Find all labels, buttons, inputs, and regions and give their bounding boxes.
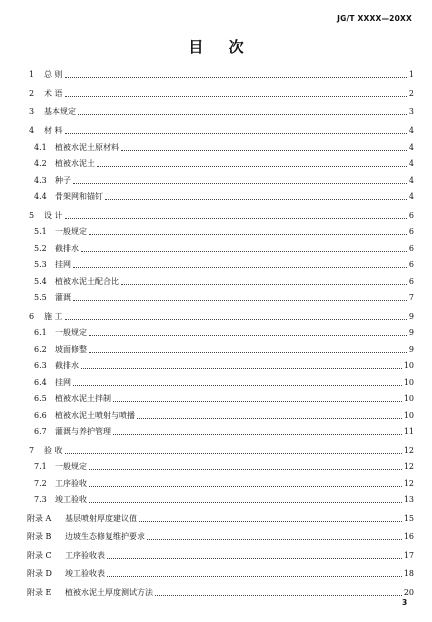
toc-entry-label: 植被水泥土 xyxy=(55,159,95,168)
toc-dot-leader xyxy=(137,418,402,419)
toc-entry-number: 附录 E xyxy=(27,587,52,597)
toc-dot-leader xyxy=(113,434,402,435)
toc-entry-number: 5.3 xyxy=(34,260,47,269)
toc-dot-leader xyxy=(89,502,402,503)
toc-entry-page: 16 xyxy=(403,532,414,541)
toc-entry-number: 5.2 xyxy=(34,243,47,253)
toc-entry-page: 10 xyxy=(403,377,414,387)
toc-entry-number: 7 xyxy=(29,445,35,455)
toc-entry-number: 附录 A xyxy=(27,513,52,523)
toc-entry-label: 工序验收表 xyxy=(65,550,105,560)
toc-entry[interactable] xyxy=(0,478,432,490)
toc-entry[interactable] xyxy=(0,426,432,438)
toc-entry-number: 6.6 xyxy=(34,410,47,420)
toc-entry[interactable] xyxy=(0,210,432,222)
toc-entry-page: 12 xyxy=(403,445,414,455)
toc-entry[interactable] xyxy=(0,393,432,405)
toc-entry-number: 2 xyxy=(29,88,35,98)
toc-entry-label: 坡面修整 xyxy=(55,344,87,354)
toc-dot-leader xyxy=(107,576,402,577)
toc-entry-label: 边坡生态修复维护要求 xyxy=(65,532,145,541)
toc-entry-label: 竣工验收表 xyxy=(65,569,105,578)
toc-entry-number: 6.3 xyxy=(34,361,47,370)
toc-entry-number: 7.2 xyxy=(34,478,47,488)
toc-entry-label: 种子 xyxy=(55,175,71,185)
toc-entry[interactable] xyxy=(0,259,432,271)
toc-entry-number: 5.1 xyxy=(34,227,47,236)
toc-dot-leader xyxy=(65,77,407,78)
toc-entry[interactable] xyxy=(0,311,432,323)
toc-entry[interactable] xyxy=(0,568,432,580)
toc-entry-page: 15 xyxy=(403,513,414,523)
toc-entry-label: 基本规定 xyxy=(44,107,76,116)
toc-entry-page: 12 xyxy=(403,462,414,471)
toc-dot-leader xyxy=(73,183,407,184)
toc-entry-number: 附录 C xyxy=(27,550,52,560)
toc-entry-page: 6 xyxy=(408,210,414,220)
toc-entry-number: 1 xyxy=(29,70,35,79)
toc-entry-number: 5.5 xyxy=(34,293,47,302)
toc-dot-leader xyxy=(89,486,402,487)
toc-entry-label: 灌溉 xyxy=(55,293,71,302)
toc-dot-leader xyxy=(65,133,407,134)
toc-dot-leader xyxy=(121,284,407,285)
toc-entry-number: 4 xyxy=(29,125,35,135)
toc-entry-page: 4 xyxy=(408,192,414,201)
toc-dot-leader xyxy=(81,251,407,252)
toc-entry-page: 10 xyxy=(403,410,414,420)
toc-entry[interactable] xyxy=(0,550,432,562)
toc-entry-number: 附录 D xyxy=(27,569,52,578)
toc-dot-leader xyxy=(113,401,402,402)
toc-entry-page: 12 xyxy=(403,478,414,488)
toc-dot-leader xyxy=(139,521,402,522)
toc-entry-number: 4.3 xyxy=(34,175,47,185)
toc-entry[interactable] xyxy=(0,191,432,203)
toc-entry[interactable] xyxy=(0,243,432,255)
toc-entry-label: 竣工验收 xyxy=(55,495,87,504)
toc-entry[interactable] xyxy=(0,461,432,473)
toc-entry-page: 6 xyxy=(408,243,414,253)
toc-entry-number: 6.5 xyxy=(34,394,47,403)
toc-entry-number: 4.1 xyxy=(34,142,47,152)
toc-entry[interactable] xyxy=(0,410,432,422)
toc-entry-page: 2 xyxy=(408,88,414,98)
toc-entry-number: 5.4 xyxy=(34,276,47,286)
toc-dot-leader xyxy=(73,267,407,268)
toc-entry-label: 植被水泥土喷射与喷播 xyxy=(55,410,135,420)
toc-entry[interactable] xyxy=(0,175,432,187)
toc-entry-page: 6 xyxy=(408,227,414,236)
toc-entry[interactable] xyxy=(0,276,432,288)
toc-dot-leader xyxy=(73,300,407,301)
toc-entry-number: 4.2 xyxy=(34,159,47,168)
toc-entry-label: 灌溉与养护管理 xyxy=(55,427,111,436)
toc-dot-leader xyxy=(78,114,407,115)
toc-entry-label: 植被水泥土原材料 xyxy=(55,142,119,152)
toc-entry[interactable] xyxy=(0,125,432,137)
page-number: 3 xyxy=(402,598,408,607)
toc-entry-page: 3 xyxy=(408,107,414,116)
toc-entry-label: 基层喷射厚度建议值 xyxy=(65,513,137,523)
toc-entry-label: 总 则 xyxy=(44,70,63,79)
toc-entry-label: 骨架网和锚钉 xyxy=(55,192,103,201)
toc-entry-page: 4 xyxy=(408,125,414,135)
toc-entry-page: 18 xyxy=(403,569,414,578)
toc-entry[interactable] xyxy=(0,377,432,389)
toc-dot-leader xyxy=(121,150,407,151)
toc-dot-leader xyxy=(89,335,407,336)
toc-entry-page: 4 xyxy=(408,142,414,152)
toc-entry-page: 10 xyxy=(403,394,414,403)
toc-entry-number: 6.1 xyxy=(34,328,47,337)
toc-entry-page: 11 xyxy=(403,427,414,436)
toc-entry-label: 植被水泥土厚度测试方法 xyxy=(65,587,153,597)
toc-entry-label: 材 料 xyxy=(44,125,63,135)
toc-entry[interactable] xyxy=(0,531,432,543)
toc-entry[interactable] xyxy=(0,513,432,525)
toc-entry[interactable] xyxy=(0,106,432,118)
toc-entry-label: 设 计 xyxy=(44,210,63,220)
toc-entry-page: 7 xyxy=(408,293,414,302)
toc-dot-leader xyxy=(155,595,402,596)
toc-dot-leader xyxy=(65,319,407,320)
toc-dot-leader xyxy=(105,199,407,200)
toc-entry-number: 4.4 xyxy=(34,192,47,201)
toc-entry-label: 施 工 xyxy=(44,311,63,321)
toc-entry[interactable] xyxy=(0,344,432,356)
toc-entry-label: 截排水 xyxy=(55,243,79,253)
toc-entry-number: 6 xyxy=(29,311,35,321)
toc-entry[interactable] xyxy=(0,226,432,238)
toc-dot-leader xyxy=(89,234,407,235)
toc-entry-label: 工序验收 xyxy=(55,478,87,488)
toc-entry[interactable] xyxy=(0,494,432,506)
toc-entry[interactable] xyxy=(0,445,432,457)
toc-dot-leader xyxy=(97,166,407,167)
toc-dot-leader xyxy=(65,218,407,219)
toc-dot-leader xyxy=(107,558,402,559)
toc-entry-page: 1 xyxy=(408,70,414,79)
toc-entry-page: 4 xyxy=(408,159,414,168)
toc-entry[interactable] xyxy=(0,88,432,100)
toc-entry-label: 挂网 xyxy=(55,377,71,387)
toc-dot-leader xyxy=(89,352,407,353)
toc-entry-label: 验 收 xyxy=(44,445,63,455)
toc-entry-page: 6 xyxy=(408,260,414,269)
toc-entry-page: 6 xyxy=(408,276,414,286)
toc-entry-page: 4 xyxy=(408,175,414,185)
toc-entry-page: 10 xyxy=(403,361,414,370)
toc-entry-label: 一般规定 xyxy=(55,328,87,337)
toc-entry-page: 9 xyxy=(408,344,414,354)
toc-dot-leader xyxy=(147,539,402,540)
toc-entry-page: 20 xyxy=(403,587,414,597)
toc-entry-label: 一般规定 xyxy=(55,462,87,471)
toc-entry-number: 6.7 xyxy=(34,427,47,436)
toc-dot-leader xyxy=(73,385,402,386)
toc-dot-leader xyxy=(65,96,407,97)
toc-entry[interactable] xyxy=(0,69,432,81)
page-title: 目 次 xyxy=(188,38,254,56)
toc-entry-number: 7.3 xyxy=(34,495,47,504)
toc-entry-label: 截排水 xyxy=(55,361,79,370)
toc-dot-leader xyxy=(89,469,402,470)
toc-entry-number: 6.4 xyxy=(34,377,47,387)
toc-entry-label: 一般规定 xyxy=(55,227,87,236)
toc-entry-label: 术 语 xyxy=(44,88,63,98)
toc-entry-label: 植被水泥土配合比 xyxy=(55,276,119,286)
toc-entry[interactable] xyxy=(0,587,432,599)
toc-entry-label: 挂网 xyxy=(55,260,71,269)
toc-entry-number: 3 xyxy=(29,107,35,116)
toc-entry[interactable] xyxy=(0,327,432,339)
toc-entry-number: 5 xyxy=(29,210,35,220)
toc-entry[interactable] xyxy=(0,292,432,304)
toc-entry[interactable] xyxy=(0,142,432,154)
toc-entry-page: 13 xyxy=(403,495,414,504)
toc-entry-number: 附录 B xyxy=(27,532,52,541)
toc-entry-label: 植被水泥土拌制 xyxy=(55,394,111,403)
toc-entry[interactable] xyxy=(0,360,432,372)
standard-code: JG/T XXXX—20XX xyxy=(337,14,412,23)
toc-entry-number: 6.2 xyxy=(34,344,47,354)
toc-entry-number: 7.1 xyxy=(34,462,47,471)
toc-entry[interactable] xyxy=(0,158,432,170)
toc-entry-page: 9 xyxy=(408,311,414,321)
toc-entry-page: 9 xyxy=(408,328,414,337)
toc-dot-leader xyxy=(81,368,402,369)
toc-dot-leader xyxy=(65,453,402,454)
toc-entry-page: 17 xyxy=(403,550,414,560)
